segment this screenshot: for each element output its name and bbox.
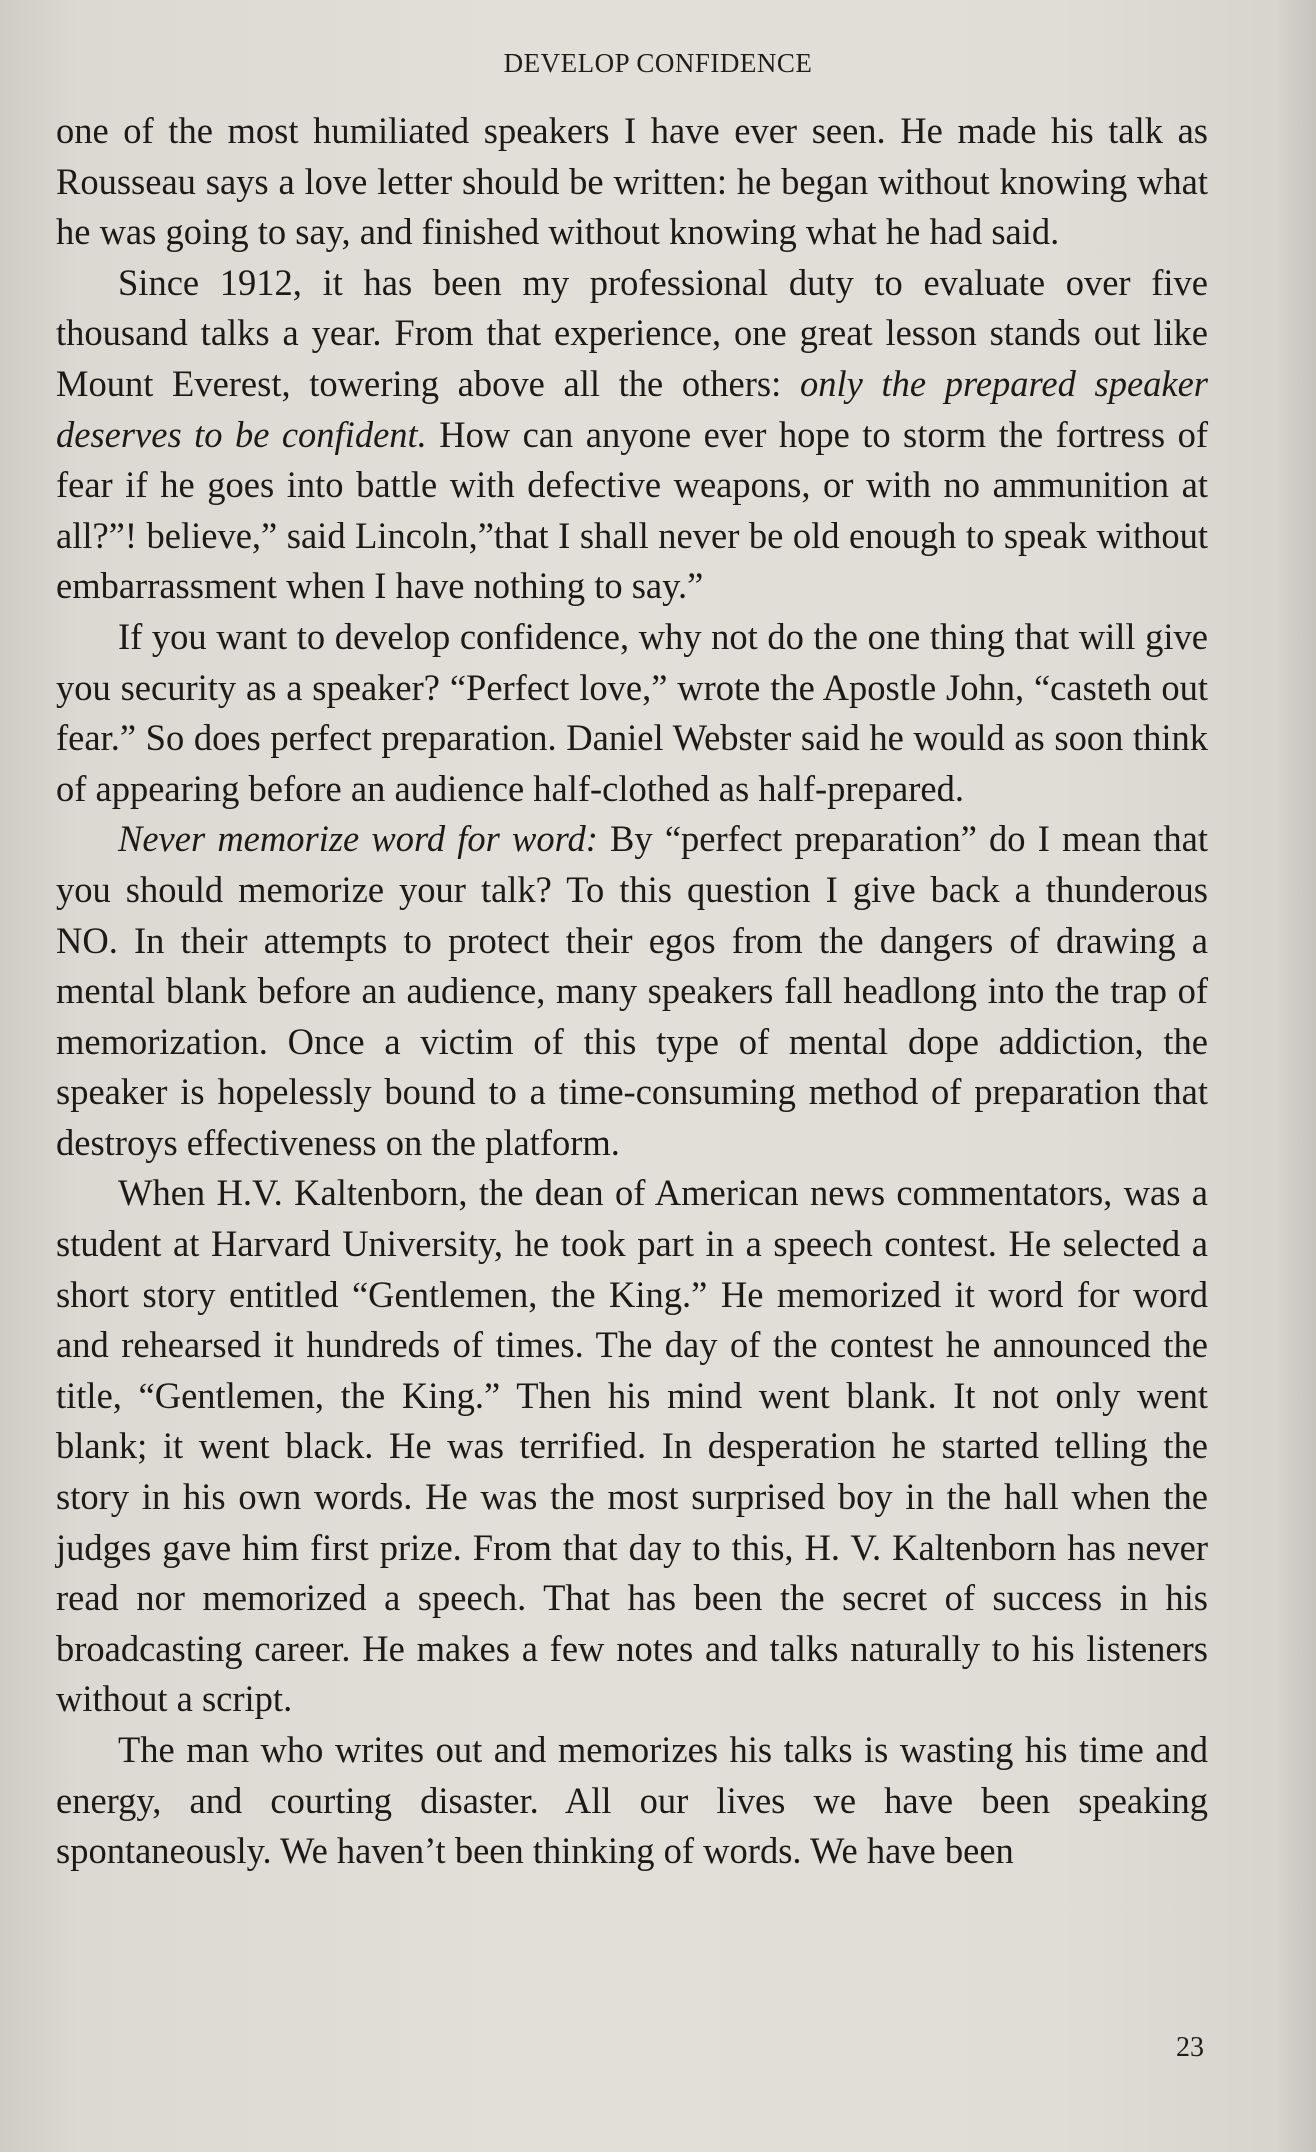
- paragraph-1: one of the most humiliated speakers I have ever seen. He made his talk as Rousseau says a love letter should be written: he began without knowing what he was going to say, and finished without knowing what he had said.: [56, 110, 1208, 253]
- paragraph-6: The man who writes out and memorizes his talks is wasting his time and energy, and courting disaster. All our lives we have been speaking spontaneously. We haven’t been thinking of words. We have been: [56, 1729, 1208, 1872]
- paragraph-2-emphasis: only the prepared speaker deserves to be confident.: [56, 362, 1208, 455]
- paragraph-2-text-start: Since 1912, it has been my professional duty to evaluate over five thousand talks a year. From that experience, one great lesson stands out like Mount Everest, towering above all the others:: [56, 261, 1208, 404]
- paragraph-5: When H.V. Kaltenborn, the dean of American news commentators, was a student at Harvard University, he took part in a speech contest. He selected a short story entitled “Gentlemen, the King.” He memorized it word for word and rehearsed it hundreds of times. The day of the contest he announced the title, “Gentlemen, the King.” Then his mind went blank. It not only went blank; it went black. He was terrified. In desperation he started telling the story in his own words. He was the most surprised boy in the hall when the judges gave him first prize. From that day to this, H. V. Kaltenborn has never read nor memorized a speech. That has been the secret of success in his broadcasting career. He makes a few notes and talks naturally to his listeners without a script.: [56, 1172, 1208, 1720]
- paragraph-2: [56, 258, 1208, 612]
- body-text: [56, 106, 1208, 1877]
- paragraph-4-text: By “perfect preparation” do I mean that you should memorize your talk? To this question I give back a thunderous NO. In their attempts to protect their egos from the dangers of drawing a mental blank before an audience, many speakers fall headlong into the trap of memorization. Once a victim of this type of mental dope addiction, the speaker is hopelessly bound to a time-consuming method of preparation that destroys effectiveness on the platform.: [56, 818, 1208, 1163]
- running-head: DEVELOP CONFIDENCE: [503, 48, 813, 78]
- paragraph-4-lead-in: Never memorize word for word:: [118, 818, 598, 860]
- paragraph-2-text-end: How can anyone ever hope to storm the fortress of fear if he goes into battle with defective weapons, or with no ammunition at all?”! believe,” said Lincoln,”that I shall never be old enough to speak without embarrassment when I have nothing to say.”: [56, 413, 1208, 607]
- page-number: 23: [1176, 2032, 1204, 2063]
- paragraph-4: [56, 814, 1208, 1168]
- paragraph-3: If you want to develop confidence, why not do the one thing that will give you security as a speaker? “Perfect love,” wrote the Apostle John, “casteth out fear.” So does perfect preparation. Daniel Webster said he would as soon think of appearing before an audience half-clothed as half-prepared.: [56, 615, 1208, 809]
